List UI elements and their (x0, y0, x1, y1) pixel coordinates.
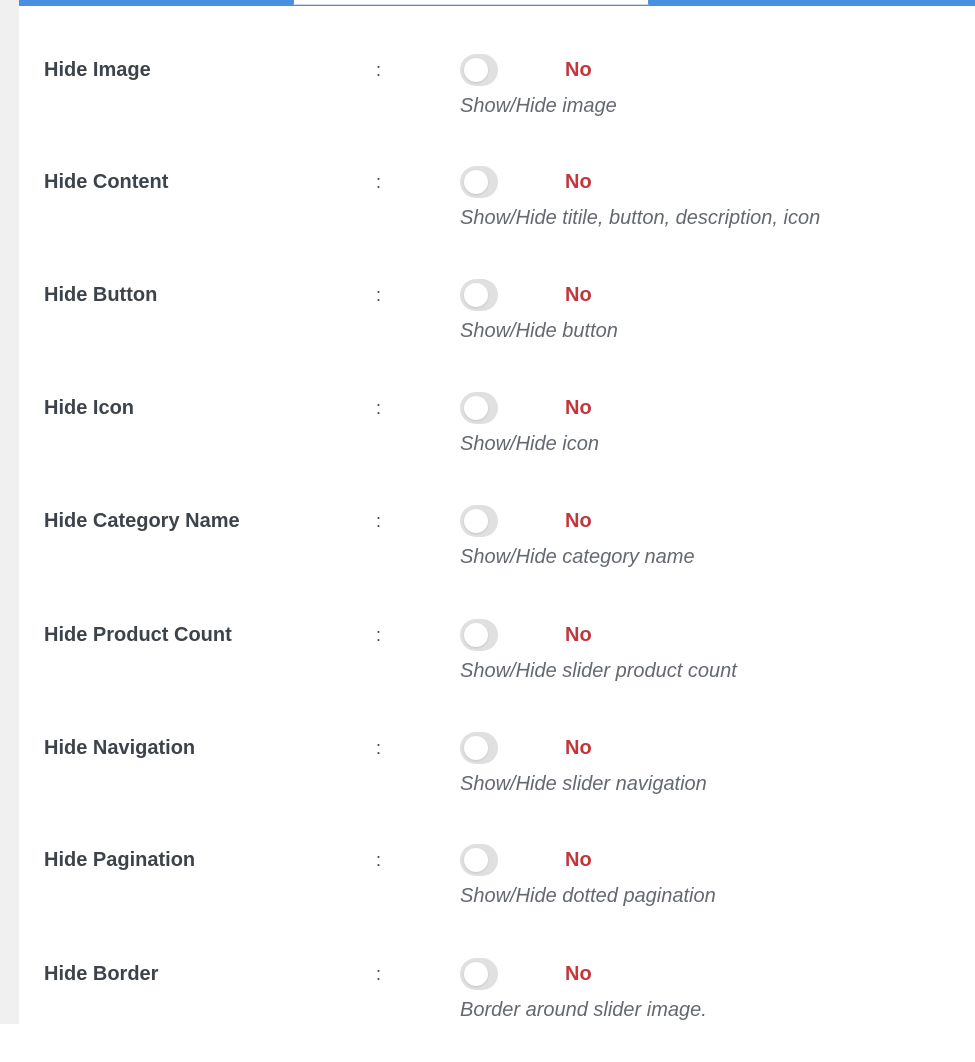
toggle-state: No (565, 59, 592, 81)
setting-label: Hide Image (44, 59, 151, 81)
setting-row-hide-category-name (19, 509, 975, 609)
separator-colon: : (376, 511, 382, 531)
admin-sidebar-edge (0, 0, 19, 1024)
separator-colon: : (376, 850, 382, 870)
setting-description: Show/Hide category name (460, 546, 695, 568)
toggle-knob (464, 509, 488, 533)
setting-label: Hide Navigation (44, 737, 196, 759)
setting-description: Show/Hide image (460, 95, 617, 117)
toggle-knob (464, 396, 488, 420)
setting-label: Hide Pagination (44, 849, 196, 871)
separator-colon: : (376, 964, 382, 984)
hide-border-toggle[interactable] (460, 958, 500, 990)
setting-row-hide-image (19, 58, 975, 158)
setting-description: Show/Hide slider product count (460, 660, 737, 682)
setting-description: Show/Hide slider navigation (460, 773, 707, 795)
setting-description: Show/Hide dotted pagination (460, 885, 716, 907)
setting-label: Hide Icon (44, 397, 135, 419)
setting-label: Hide Button (44, 284, 158, 306)
toggle-state: No (565, 510, 592, 532)
toggle-state: No (565, 397, 592, 419)
toggle-knob (464, 962, 488, 986)
toggle-state: No (565, 171, 592, 193)
toggle-state: No (565, 963, 592, 985)
setting-description: Show/Hide titile, button, description, icon (460, 207, 821, 229)
setting-description: Border around slider image. (460, 999, 707, 1021)
hide-category-name-toggle[interactable] (460, 505, 500, 537)
toggle-state: No (565, 284, 592, 306)
setting-row-hide-pagination (19, 848, 975, 948)
toggle-knob (464, 736, 488, 760)
hide-navigation-toggle[interactable] (460, 732, 500, 764)
toggle-state: No (565, 849, 592, 871)
toggle-state: No (565, 624, 592, 646)
setting-row-hide-button (19, 283, 975, 383)
toggle-state: No (565, 737, 592, 759)
hide-pagination-toggle[interactable] (460, 844, 500, 876)
tab-active[interactable] (293, 0, 649, 5)
separator-colon: : (376, 625, 382, 645)
separator-colon: : (376, 60, 382, 80)
setting-description: Show/Hide icon (460, 433, 599, 455)
separator-colon: : (376, 398, 382, 418)
setting-row-hide-content (19, 170, 975, 270)
hide-image-toggle[interactable] (460, 54, 500, 86)
toggle-knob (464, 848, 488, 872)
hide-content-toggle[interactable] (460, 166, 500, 198)
setting-description: Show/Hide button (460, 320, 618, 342)
hide-icon-toggle[interactable] (460, 392, 500, 424)
hide-button-toggle[interactable] (460, 279, 500, 311)
separator-colon: : (376, 285, 382, 305)
setting-label: Hide Product Count (44, 624, 232, 646)
toggle-knob (464, 623, 488, 647)
separator-colon: : (376, 172, 382, 192)
toggle-knob (464, 283, 488, 307)
toggle-knob (464, 58, 488, 82)
setting-row-hide-product-count (19, 623, 975, 723)
setting-label: Hide Category Name (44, 510, 240, 532)
separator-colon: : (376, 738, 382, 758)
hide-product-count-toggle[interactable] (460, 619, 500, 651)
setting-row-hide-icon (19, 396, 975, 496)
setting-label: Hide Content (44, 171, 169, 193)
setting-label: Hide Border (44, 963, 159, 985)
setting-row-hide-navigation (19, 736, 975, 836)
setting-row-hide-border (19, 962, 975, 1062)
toggle-knob (464, 170, 488, 194)
